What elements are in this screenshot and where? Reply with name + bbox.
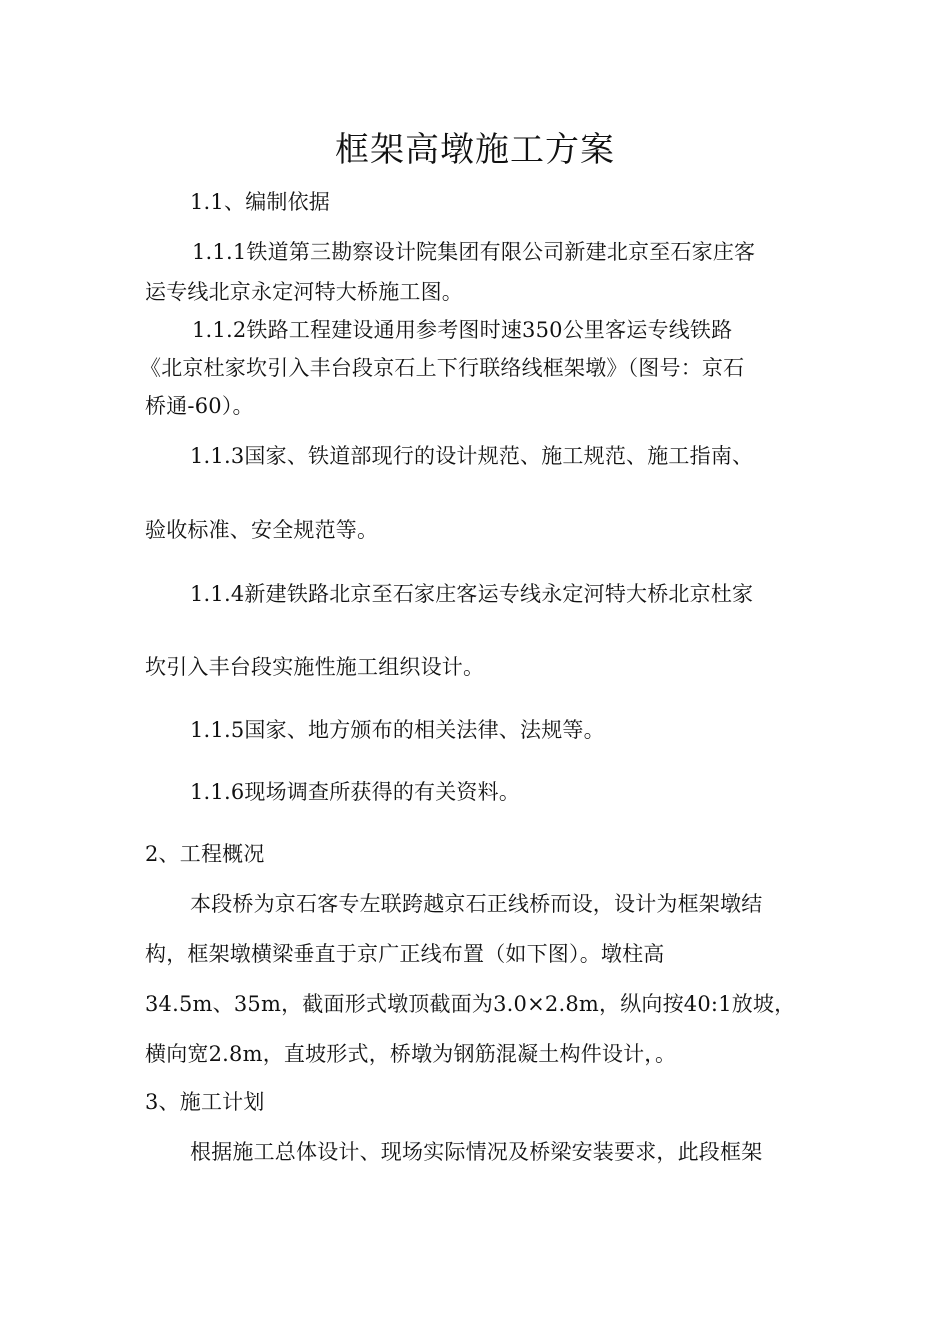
paragraph-1-2-line-3: 桥通-60）。 (145, 394, 254, 418)
paragraph-1-3-line-1: 1.1.3国家、铁道部现行的设计规范、施工规范、施工指南、 (190, 444, 754, 468)
section-1-heading: 1.1、编制依据 (190, 190, 330, 214)
section-3-heading: 3、施工计划 (145, 1090, 265, 1114)
paragraph-1-2-line-1: 1.1.2铁路工程建设通用参考图时速350公里客运专线铁路 (192, 318, 733, 342)
document-title: 框架高墩施工方案 (335, 130, 615, 170)
paragraph-2-line-1: 本段桥为京石客专左联跨越京石正线桥而设，设计为框架墩结 (190, 892, 763, 916)
paragraph-1-4-line-2: 坎引入丰台段实施性施工组织设计。 (145, 655, 485, 679)
paragraph-1-3-line-2: 验收标准、安全规范等。 (145, 518, 379, 542)
paragraph-1-4-line-1: 1.1.4新建铁路北京至石家庄客运专线永定河特大桥北京杜家 (190, 582, 754, 606)
paragraph-3-line-1: 根据施工总体设计、现场实际情况及桥梁安装要求，此段框架 (190, 1140, 763, 1164)
section-2-heading: 2、工程概况 (145, 842, 265, 866)
paragraph-2-line-4: 横向宽2.8m，直坡形式，桥墩为钢筋混凝土构件设计，。 (145, 1042, 677, 1066)
paragraph-1-1-line-2: 运专线北京永定河特大桥施工图。 (145, 280, 463, 304)
paragraph-1-1-line-1: 1.1.1铁道第三勘察设计院集团有限公司新建北京至石家庄客 (192, 240, 756, 264)
paragraph-1-2-line-2: 《北京杜家坎引入丰台段京石上下行联络线框架墩》（图号：京石 (140, 356, 745, 380)
paragraph-1-6: 1.1.6现场调查所获得的有关资料。 (190, 780, 521, 804)
paragraph-1-5: 1.1.5国家、地方颁布的相关法律、法规等。 (190, 718, 605, 742)
paragraph-2-line-2: 构，框架墩横梁垂直于京广正线布置（如下图）。墩柱高 (145, 942, 665, 966)
paragraph-2-line-3: 34.5m、35m，截面形式墩顶截面为3.0×2.8m，纵向按40:1放坡， (145, 992, 796, 1016)
